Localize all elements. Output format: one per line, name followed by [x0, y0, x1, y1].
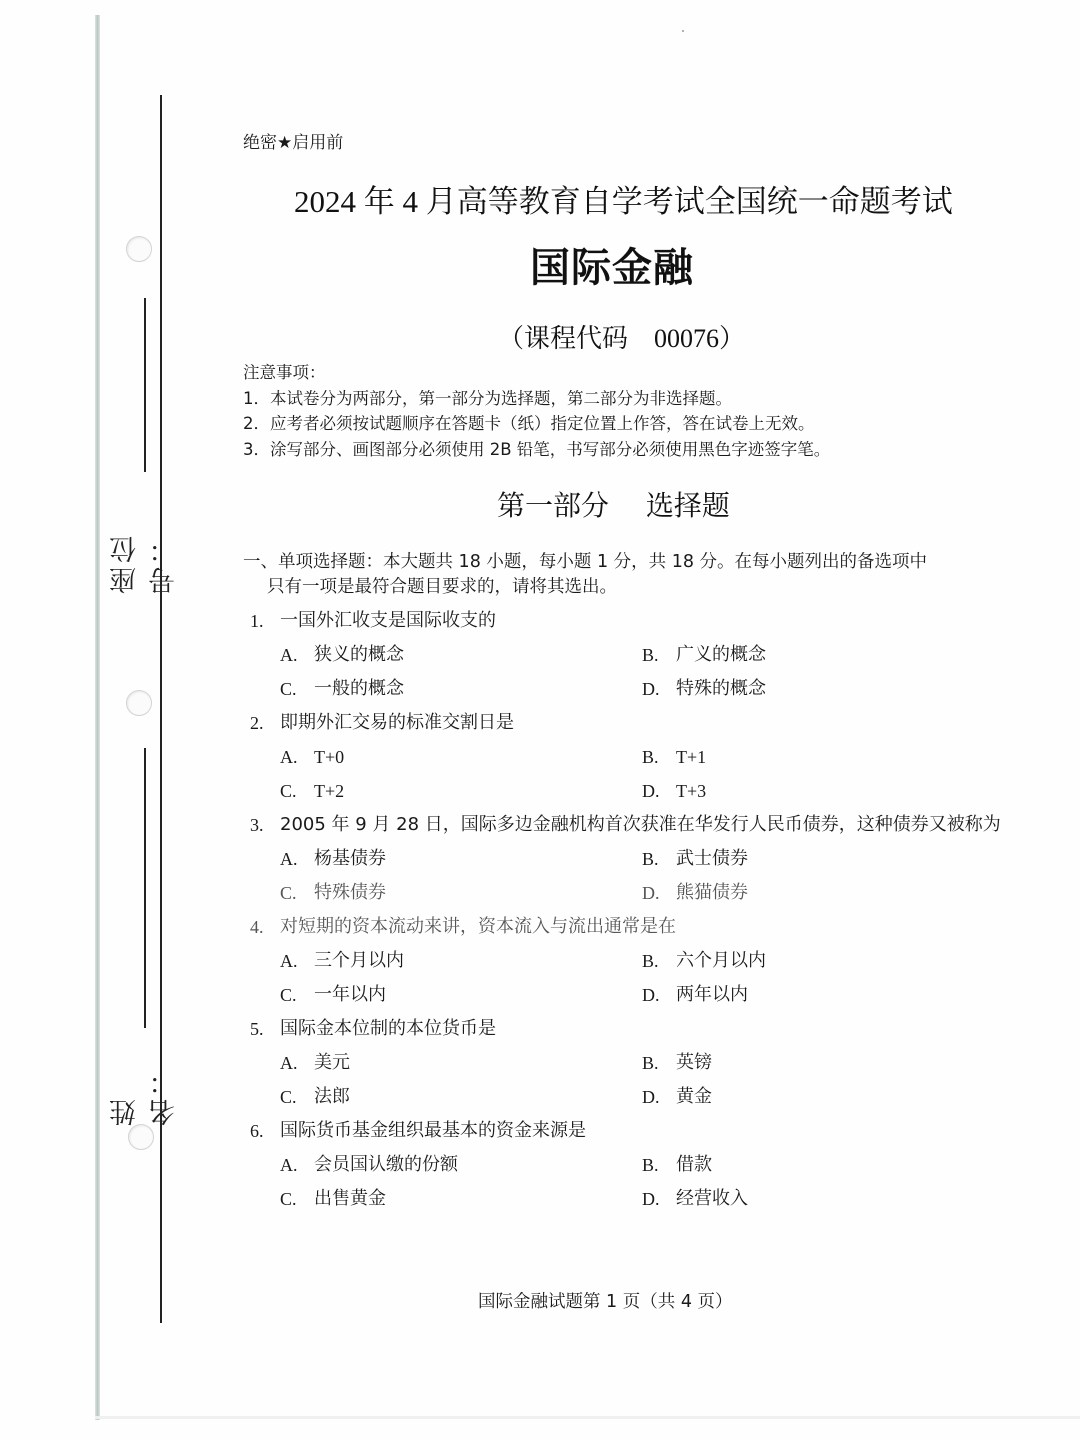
option-b[interactable] — [642, 842, 1004, 876]
option-letter: A. — [280, 951, 298, 971]
option-text: 杨基债券 — [314, 848, 386, 869]
exam-notes — [243, 360, 830, 462]
option-letter: B. — [642, 951, 659, 971]
option-a[interactable] — [280, 638, 642, 672]
part-one-title: 第一部分 选择题 — [497, 489, 730, 522]
option-text: 熊猫债券 — [676, 882, 748, 903]
option-text: 三个月以内 — [314, 950, 404, 971]
option-text: 一年以内 — [314, 984, 386, 1005]
punch-hole-icon — [126, 236, 152, 262]
option-letter: B. — [642, 747, 659, 767]
question-3 — [250, 808, 1010, 910]
option-text: 特殊债券 — [314, 882, 386, 903]
option-text: 特殊的概念 — [676, 678, 766, 699]
option-text: 狭义的概念 — [314, 644, 404, 665]
option-text: 两年以内 — [676, 984, 748, 1005]
option-text: 美元 — [314, 1052, 350, 1073]
option-c[interactable] — [280, 774, 642, 808]
option-letter: D. — [642, 1087, 660, 1107]
option-letter: B. — [642, 645, 659, 665]
punch-hole-icon — [126, 690, 152, 716]
option-letter: C. — [280, 781, 297, 801]
option-a[interactable] — [280, 842, 642, 876]
option-c[interactable] — [280, 978, 642, 1012]
option-d[interactable] — [642, 774, 1004, 808]
option-letter: D. — [642, 781, 660, 801]
option-a[interactable] — [280, 1148, 642, 1182]
option-text: T+3 — [676, 781, 707, 801]
question-5 — [250, 1012, 1010, 1114]
option-letter: B. — [642, 1155, 659, 1175]
option-text: T+0 — [314, 747, 345, 767]
option-letter: A. — [280, 1053, 298, 1073]
option-text: 广义的概念 — [676, 644, 766, 665]
option-text: T+2 — [314, 781, 345, 801]
section-instructions — [243, 550, 1003, 600]
name-label: 姓名： — [110, 1064, 180, 1126]
option-d[interactable] — [642, 876, 1004, 910]
option-b[interactable] — [642, 740, 1004, 774]
option-a[interactable] — [280, 740, 642, 774]
question-text: 即期外汇交易的标准交割日是 — [280, 712, 514, 733]
subject-title: 国际金融 — [530, 245, 694, 291]
question-number: 1. — [250, 611, 264, 631]
page-footer: 国际金融试题第 1 页（共 4 页） — [478, 1292, 733, 1312]
binding-line — [160, 95, 162, 1323]
option-d[interactable] — [642, 1080, 1004, 1114]
note-item: 3．涂写部分、画图部分必须使用 2B 铅笔，书写部分必须使用黑色字迹签字笔。 — [243, 439, 831, 459]
section-instructions-line: 只有一项是最符合题目要求的，请将其选出。 — [267, 577, 617, 597]
option-letter: C. — [280, 1189, 297, 1209]
scan-speck — [682, 30, 684, 32]
option-letter: D. — [642, 985, 660, 1005]
option-a[interactable] — [280, 944, 642, 978]
name-field — [106, 748, 184, 1126]
question-number: 2. — [250, 713, 264, 733]
question-text: 2005 年 9 月 28 日，国际多边金融机构首次获准在华发行人民币债券，这种债券又被称为 — [280, 814, 1001, 835]
option-text: 出售黄金 — [314, 1188, 386, 1209]
question-text: 国际货币基金组织最基本的资金来源是 — [280, 1120, 586, 1141]
question-text: 国际金本位制的本位货币是 — [280, 1018, 496, 1039]
seat-number-field — [106, 298, 184, 594]
option-c[interactable] — [280, 672, 642, 706]
question-6 — [250, 1114, 1010, 1216]
option-letter: D. — [642, 883, 660, 903]
scan-bottom-edge — [95, 1416, 1080, 1419]
option-letter: C. — [280, 883, 297, 903]
option-text: T+1 — [676, 747, 707, 767]
option-c[interactable] — [280, 1182, 642, 1216]
option-c[interactable] — [280, 876, 642, 910]
note-item: 2．应考者必须按试题顺序在答题卡（纸）指定位置上作答，答在试卷上无效。 — [243, 414, 815, 433]
option-letter: A. — [280, 747, 298, 767]
confidential-mark: 绝密★启用前 — [243, 133, 344, 153]
option-text: 六个月以内 — [676, 950, 766, 971]
question-number: 5. — [250, 1019, 264, 1039]
option-letter: C. — [280, 985, 297, 1005]
option-a[interactable] — [280, 1046, 642, 1080]
option-b[interactable] — [642, 944, 1004, 978]
seat-number-label: 座位号： — [110, 532, 180, 594]
punch-hole-icon — [128, 1124, 154, 1150]
option-text: 英镑 — [676, 1052, 712, 1073]
question-4 — [250, 910, 1010, 1012]
question-number: 4. — [250, 917, 264, 937]
question-number: 6. — [250, 1121, 264, 1141]
option-text: 一般的概念 — [314, 678, 404, 699]
option-b[interactable] — [642, 638, 1004, 672]
option-d[interactable] — [642, 672, 1004, 706]
exam-title: 2024 年 4 月高等教育自学考试全国统一命题考试 — [294, 184, 953, 219]
note-item: 1．本试卷分为两部分，第一部分为选择题，第二部分为非选择题。 — [243, 388, 732, 408]
option-letter: A. — [280, 1155, 298, 1175]
question-list — [250, 604, 1010, 1216]
scan-edge-line — [95, 15, 100, 1420]
question-text: 对短期的资本流动来讲，资本流入与流出通常是在 — [280, 916, 676, 937]
section-instructions-line: 一、单项选择题：本大题共 18 小题，每小题 1 分，共 18 分。在每小题列出的备选项中 — [243, 552, 928, 572]
option-letter: C. — [280, 1087, 297, 1107]
option-text: 武士债券 — [676, 848, 748, 869]
question-number: 3. — [250, 815, 264, 835]
question-text: 一国外汇收支是国际收支的 — [280, 610, 496, 631]
option-text: 法郎 — [314, 1086, 350, 1107]
option-text: 借款 — [676, 1154, 712, 1175]
option-b[interactable] — [642, 1046, 1004, 1080]
option-d[interactable] — [642, 978, 1004, 1012]
option-b[interactable] — [642, 1148, 1004, 1182]
option-letter: B. — [642, 1053, 659, 1073]
question-2 — [250, 706, 1010, 808]
question-1 — [250, 604, 1010, 706]
name-blank[interactable] — [144, 748, 146, 1028]
notes-title: 注意事项： — [243, 363, 326, 382]
option-letter: A. — [280, 645, 298, 665]
option-c[interactable] — [280, 1080, 642, 1114]
option-text: 黄金 — [676, 1086, 712, 1107]
option-letter: D. — [642, 1189, 660, 1209]
option-letter: B. — [642, 849, 659, 869]
option-text: 经营收入 — [676, 1188, 748, 1209]
option-letter: C. — [280, 679, 297, 699]
option-letter: D. — [642, 679, 660, 699]
option-d[interactable] — [642, 1182, 1004, 1216]
option-letter: A. — [280, 849, 298, 869]
seat-number-blank[interactable] — [144, 298, 146, 472]
course-code: （课程代码 00076） — [498, 324, 746, 353]
option-text: 会员国认缴的份额 — [314, 1154, 458, 1175]
